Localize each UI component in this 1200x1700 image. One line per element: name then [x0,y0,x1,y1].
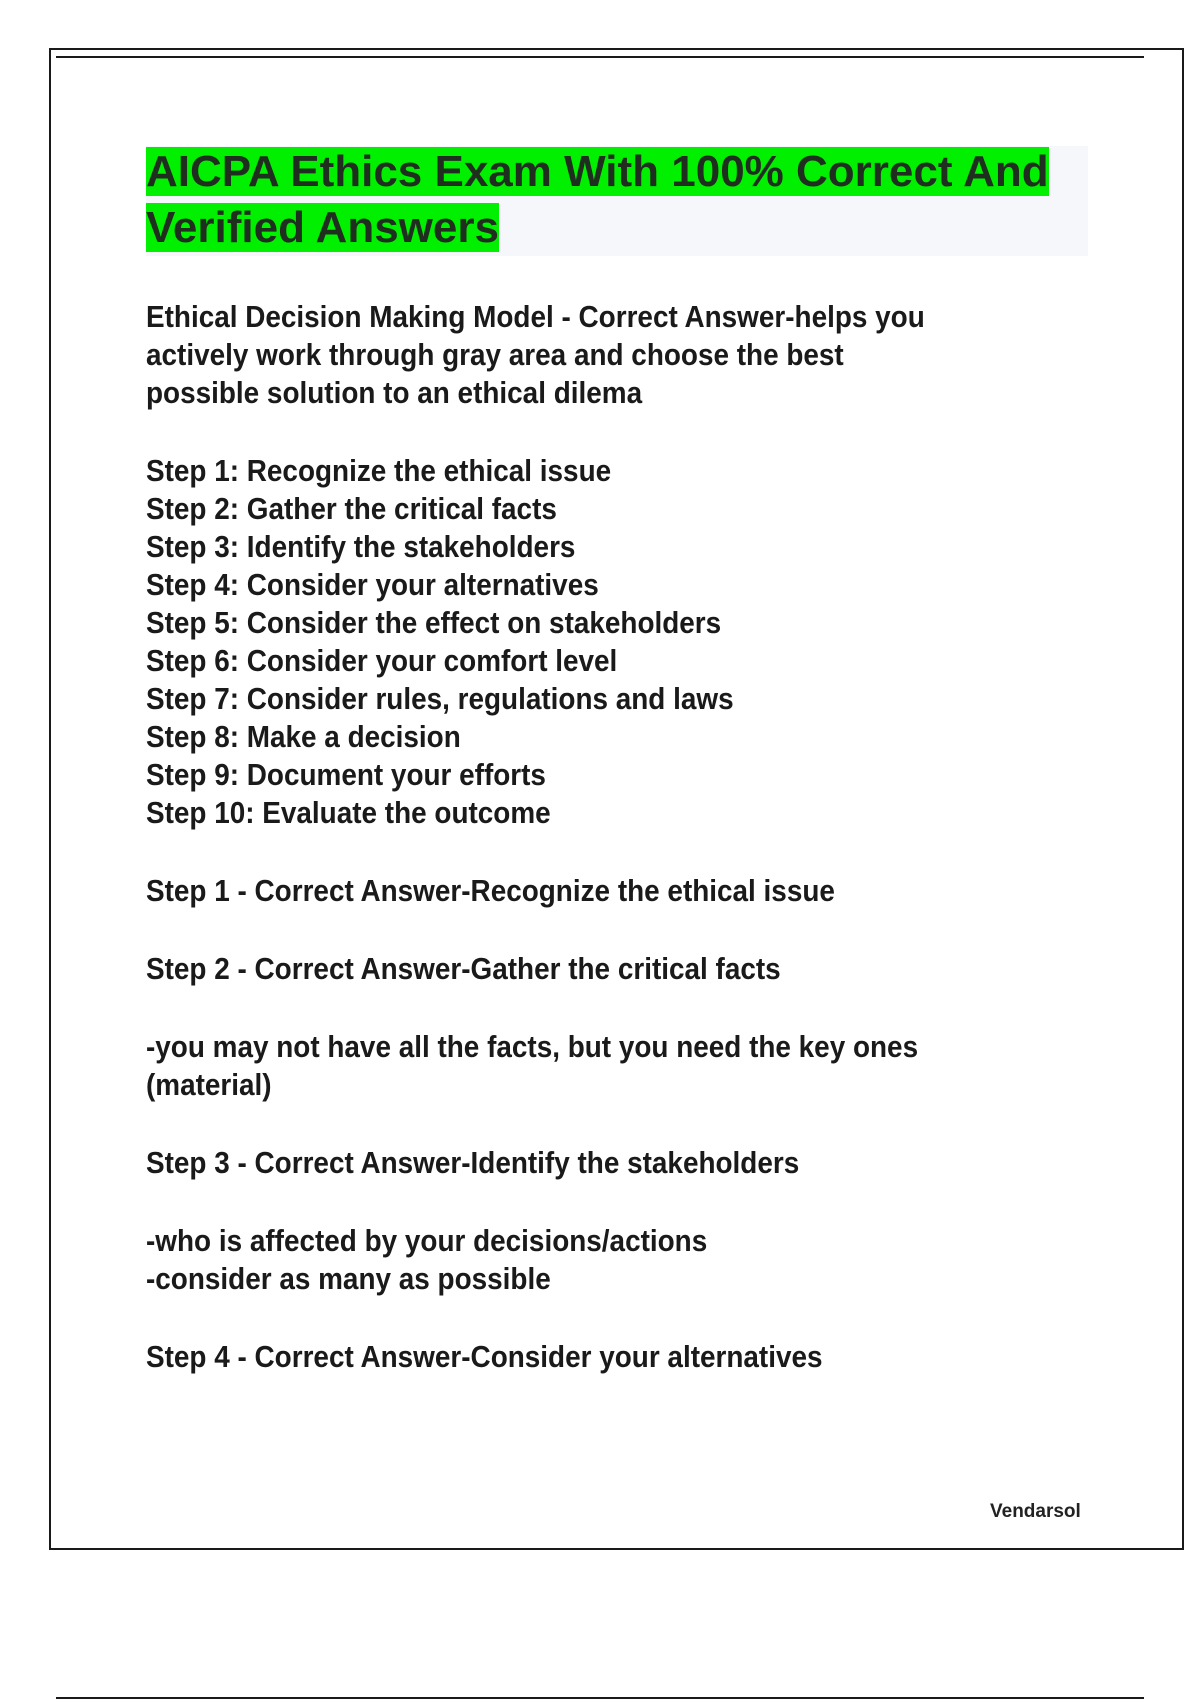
step-item: Step 3: Identify the stakeholders [146,529,576,564]
intro-paragraph: Ethical Decision Making Model - Correct Answer-helps you actively work through gray area and choose the best possible solution to an ethical dilema [146,299,925,410]
step-item: Step 1: Recognize the ethical issue [146,453,612,488]
document-body [146,298,956,1416]
qa-step3: Step 3 - Correct Answer-Identify the stakeholders [146,1145,800,1180]
step-item: Step 6: Consider your comfort level [146,643,618,678]
bottom-rule [56,1697,1144,1699]
qa-step3-note: -consider as many as possible [146,1261,551,1296]
step-item: Step 4: Consider your alternatives [146,567,599,602]
step-item: Step 2: Gather the critical facts [146,491,557,526]
footer-brand: Vendarsol [990,1501,1081,1522]
qa-step4: Step 4 - Correct Answer-Consider your alternatives [146,1339,823,1374]
qa-step3-note: -who is affected by your decisions/actions [146,1223,708,1258]
steps-list [146,452,956,832]
step-item: Step 5: Consider the effect on stakeholders [146,605,722,640]
title-highlight: AICPA Ethics Exam With 100% Correct And Verified Answers [146,147,1049,252]
document-title [146,144,1076,256]
qa-step2-note: -you may not have all the facts, but you need the key ones (material) [146,1029,919,1102]
qa-step2: Step 2 - Correct Answer-Gather the critical facts [146,951,781,986]
step-item: Step 8: Make a decision [146,719,461,754]
step-item: Step 9: Document your efforts [146,757,546,792]
qa-step3-notes [146,1222,956,1298]
step-item: Step 10: Evaluate the outcome [146,795,551,830]
step-item: Step 7: Consider rules, regulations and laws [146,681,734,716]
top-rule [56,56,1144,58]
qa-step1: Step 1 - Correct Answer-Recognize the ethical issue [146,873,835,908]
